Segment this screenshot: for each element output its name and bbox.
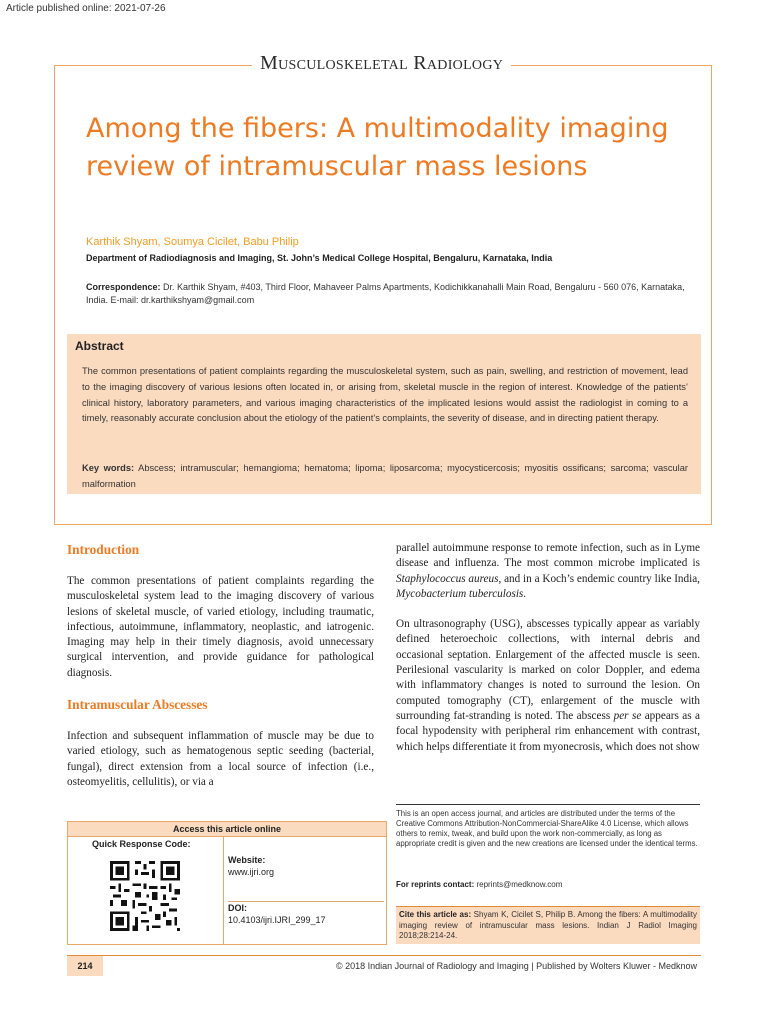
reprints-email[interactable]: reprints@medknow.com bbox=[474, 880, 563, 889]
qr-code-icon[interactable] bbox=[110, 861, 180, 931]
website-link[interactable]: www.ijri.org bbox=[228, 867, 275, 877]
correspondence-label: Correspondence: bbox=[86, 282, 161, 292]
publication-date: Article published online: 2021-07-26 bbox=[6, 3, 166, 14]
abstract-text: The common presentations of patient complaints regarding the musculoskeletal system, such as pain, swelling, and restriction of movement, lead to the imaging discovery of various lesions often located in, or arising from, skeletal muscle in the region of interest. Knowledge of the patients’ clinical history, laboratory parameters, and various imaging characteristics of the implicated lesions would assist the radiologist in coming to a timely, reasonably accurate conclusion about the etiology of the patient’s complaints, the severity of disease, and in directing patient therapy. bbox=[82, 366, 688, 424]
keywords-label: Key words: bbox=[82, 463, 135, 473]
citation-box bbox=[396, 906, 700, 944]
reprints-label: For reprints contact: bbox=[396, 880, 475, 889]
keywords bbox=[82, 461, 688, 493]
abscess-paragraph: Infection and subsequent inflammation of muscle may be due to varied etiology, such as hematogenous septic seeding (bacterial, fungal), direct extension from a local source of infection (i.e., osteomyelitis, cellulitis), or via a bbox=[67, 730, 374, 788]
doi-label: DOI: bbox=[228, 903, 247, 913]
abstract-box bbox=[67, 334, 701, 494]
introduction-heading: Introduction bbox=[67, 542, 140, 557]
access-box bbox=[67, 821, 387, 945]
open-access-note: This is an open access journal, and articles are distributed under the terms of the Creative Commons Attribution-NonCommercial-ShareAlike 4.0 License, which allows others to remix, tweak, and build upon the work non-commercially, as long as appropriate credit is given and the new creations are licensed under the identical terms. bbox=[396, 804, 700, 849]
copyright: © 2018 Indian Journal of Radiology and Imaging | Published by Wolters Kluwer - Medknow bbox=[335, 961, 697, 971]
doi-block bbox=[228, 903, 326, 925]
reprints-contact bbox=[396, 880, 562, 889]
qr-label: Quick Response Code: bbox=[92, 839, 191, 849]
correspondence bbox=[86, 281, 686, 307]
website-label: Website: bbox=[228, 855, 266, 865]
page-footer bbox=[67, 955, 701, 978]
abstract-heading: Abstract bbox=[75, 339, 124, 353]
introduction-text-block bbox=[67, 574, 374, 681]
right-paragraph-2: On ultrasonography (USG), abscesses typically appear as variably defined heteroechoic collections, with internal debris and occasional septation. Enlargement of the affected muscle is seen. Perilesional vascularity is marked on color Doppler, and edema with inflammatory changes is noted to surround the lesion. On computed tomography (CT), enlargement of the muscle with surrounding fat-stranding is noted. The abscess per se appears as a focal hypodensity with peripheral rim enhancement with contrast, which helps differentiate it from myonecrosis, which does not show bbox=[396, 618, 700, 753]
website-block bbox=[228, 855, 384, 902]
doi-link[interactable]: 10.4103/ijri.IJRI_299_17 bbox=[228, 915, 326, 925]
access-header: Access this article online bbox=[68, 822, 386, 837]
authors: Karthik Shyam, Soumya Cicilet, Babu Philip bbox=[86, 236, 299, 248]
cite-label: Cite this article as: bbox=[399, 910, 472, 919]
page-number: 214 bbox=[67, 956, 103, 976]
qr-section bbox=[68, 837, 224, 944]
keywords-text: Abscess; intramuscular; hemangioma; hematoma; lipoma; liposarcoma; myocysticercosis; myositis ossificans; sarcoma; vascular malformation bbox=[82, 463, 688, 489]
cite-text: Shyam K, Cicilet S, Philip B. Among the fibers: A multimodality imaging review of intramuscular mass lesions. Indian J Radiol Imaging 2018;28:214-24. bbox=[399, 910, 697, 940]
abscess-text-block bbox=[67, 729, 374, 790]
affiliation: Department of Radiodiagnosis and Imaging, St. John’s Medical College Hospital, Bengaluru, Karnataka, India bbox=[86, 253, 553, 263]
introduction-paragraph: The common presentations of patient complaints regarding the musculoskeletal system lead to the imaging discovery of various lesions of skeletal muscle, of varied etiology, including traumatic, infectious, autoimmune, inflammatory, neoplastic, and iatrogenic. Imaging may help in their timely diagnosis, avoid unnecessary surgical intervention, and provide guidance for pathological diagnosis. bbox=[67, 575, 374, 679]
right-paragraph-1: parallel autoimmune response to remote infection, such as in Lyme disease and influenza. The most common microbe implicated is Staphylococcus aureus, and in a Koch’s endemic country like India, Mycobacterium tuberculosis. bbox=[396, 542, 700, 600]
article-title: Among the fibers: A multimodality imaging review of intramuscular mass lesions bbox=[86, 113, 669, 182]
correspondence-text: Dr. Karthik Shyam, #403, Third Floor, Mahaveer Palms Apartments, Kodichikkanahalli Main Road, Bengaluru - 560 076, Karnataka, India. E-mail: dr.karthikshyam@gmail.com bbox=[86, 282, 685, 305]
access-details bbox=[224, 837, 386, 944]
section-label: Musculoskeletal Radiology bbox=[252, 52, 511, 75]
abscess-heading: Intramuscular Abscesses bbox=[67, 697, 208, 712]
right-column bbox=[396, 541, 700, 755]
